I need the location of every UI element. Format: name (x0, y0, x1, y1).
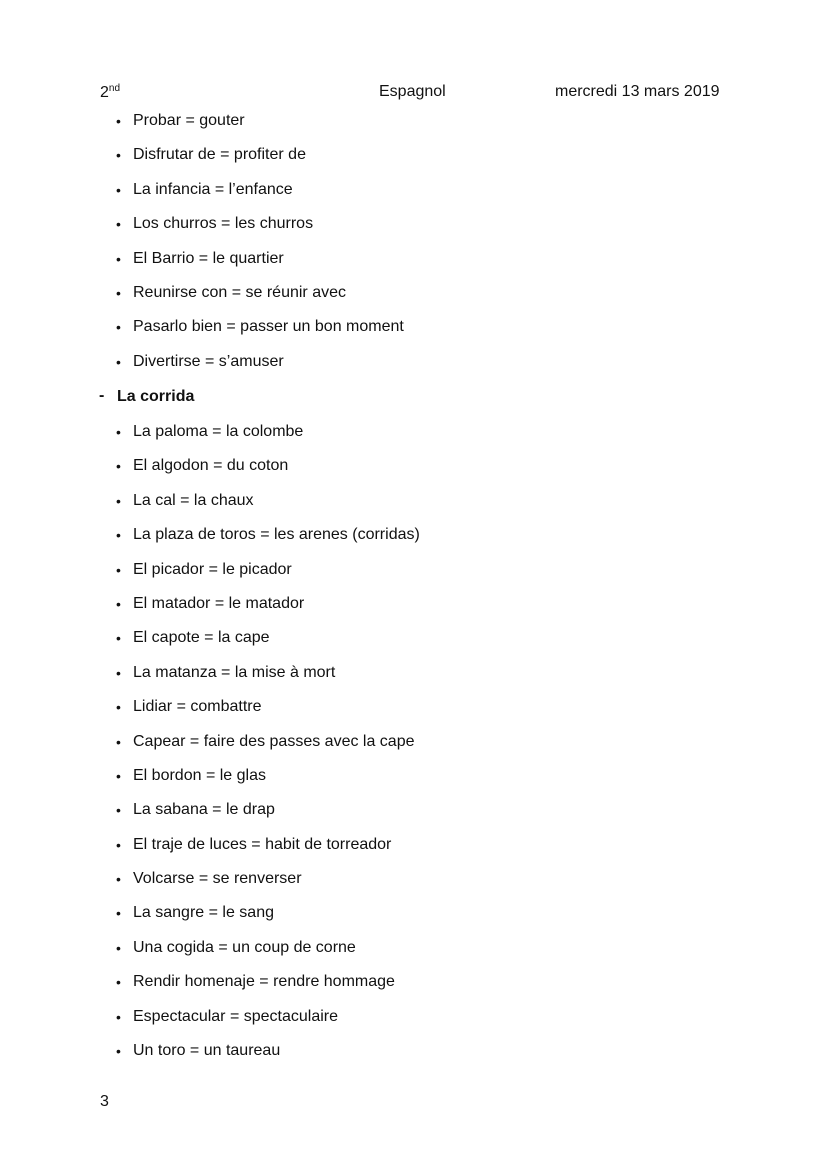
date: mercredi 13 mars 2019 (555, 83, 720, 100)
bullet-icon: • (116, 974, 121, 991)
list-item (0, 559, 828, 593)
list-item (0, 455, 828, 489)
section-title: La corrida (117, 388, 195, 405)
vocab-entry: El Barrio = le quartier (133, 249, 284, 267)
list-item (0, 110, 828, 144)
list-item (0, 144, 828, 178)
vocab-entry: Capear = faire des passes avec la cape (133, 732, 415, 750)
class-level-suffix: nd (108, 83, 121, 94)
vocab-entry: El bordon = le glas (133, 766, 266, 784)
list-item (0, 971, 828, 1005)
list-item (0, 490, 828, 524)
bullet-icon: • (116, 284, 121, 301)
vocab-entry: Pasarlo bien = passer un bon moment (133, 318, 404, 336)
bullet-icon: • (116, 802, 121, 819)
vocab-entry: La sabana = le drap (133, 801, 275, 819)
bullet-icon: • (116, 353, 121, 370)
bullet-icon: • (116, 767, 121, 784)
vocab-entry: El traje de luces = habit de torreador (133, 835, 392, 853)
vocab-entry: Un toro = un taureau (133, 1042, 281, 1060)
vocab-entry: Disfrutar de = profiter de (133, 146, 306, 164)
bullet-icon: • (116, 216, 121, 233)
bullet-icon: • (116, 733, 121, 750)
section-heading (0, 386, 828, 408)
list-item (0, 834, 828, 868)
vocab-entry: Espectacular = spectaculaire (133, 1007, 338, 1025)
vocab-entry: Los churros = les churros (133, 215, 314, 233)
vocab-list-2 (0, 421, 828, 1074)
list-item (0, 282, 828, 316)
vocab-entry: El picador = le picador (133, 560, 292, 578)
bullet-icon: • (116, 595, 121, 612)
vocab-entry: Reunirse con = se réunir avec (133, 283, 346, 301)
vocab-entry: Lidiar = combattre (133, 698, 262, 716)
vocab-list-1 (0, 110, 828, 385)
bullet-icon: • (116, 458, 121, 475)
vocab-entry: El algodon = du coton (133, 457, 289, 475)
list-item (0, 696, 828, 730)
list-item (0, 248, 828, 282)
bullet-icon: • (116, 836, 121, 853)
vocab-entry: Divertirse = s’amuser (133, 352, 284, 370)
list-item (0, 799, 828, 833)
vocab-entry: Rendir homenaje = rendre hommage (133, 973, 395, 991)
list-item (0, 765, 828, 799)
bullet-icon: • (116, 492, 121, 509)
bullet-icon: • (116, 527, 121, 544)
list-item (0, 1006, 828, 1040)
vocab-entry: El matador = le matador (133, 594, 305, 612)
list-item (0, 1040, 828, 1074)
vocab-entry: La plaza de toros = les arenes (corridas) (133, 526, 420, 544)
list-item (0, 524, 828, 558)
list-item (0, 937, 828, 971)
list-item (0, 593, 828, 627)
vocab-entry: Volcarse = se renverser (133, 870, 302, 888)
bullet-icon: • (116, 113, 121, 129)
bullet-icon: • (116, 1043, 121, 1060)
list-item (0, 627, 828, 661)
bullet-icon: • (116, 424, 121, 440)
vocab-entry: La matanza = la mise à mort (133, 663, 336, 681)
dash-icon: - (99, 387, 105, 404)
bullet-icon: • (116, 905, 121, 922)
list-item (0, 902, 828, 936)
list-item (0, 662, 828, 696)
list-item (0, 213, 828, 247)
subject-title: Espagnol (379, 83, 446, 100)
class-level: 2nd (100, 83, 121, 101)
bullet-icon: • (116, 664, 121, 681)
vocab-entry: El capote = la cape (133, 629, 270, 647)
list-item (0, 868, 828, 902)
bullet-icon: • (116, 871, 121, 888)
list-item (0, 421, 828, 455)
bullet-icon: • (116, 939, 121, 956)
vocab-entry: La sangre = le sang (133, 904, 274, 922)
vocab-entry: La paloma = la colombe (133, 423, 304, 440)
bullet-icon: • (116, 630, 121, 647)
list-item (0, 731, 828, 765)
list-item (0, 179, 828, 213)
bullet-icon: • (116, 561, 121, 578)
vocab-entry: Probar = gouter (133, 112, 245, 129)
bullet-icon: • (116, 147, 121, 164)
list-item (0, 351, 828, 385)
vocab-entry: La infancia = l’enfance (133, 180, 293, 198)
bullet-icon: • (116, 250, 121, 267)
page-number: 3 (100, 1093, 109, 1110)
bullet-icon: • (116, 181, 121, 198)
vocab-entry: Una cogida = un coup de corne (133, 938, 356, 956)
list-item (0, 316, 828, 350)
page-header (0, 83, 828, 105)
vocab-entry: La cal = la chaux (133, 491, 254, 509)
bullet-icon: • (116, 319, 121, 336)
bullet-icon: • (116, 1008, 121, 1025)
bullet-icon: • (116, 699, 121, 716)
